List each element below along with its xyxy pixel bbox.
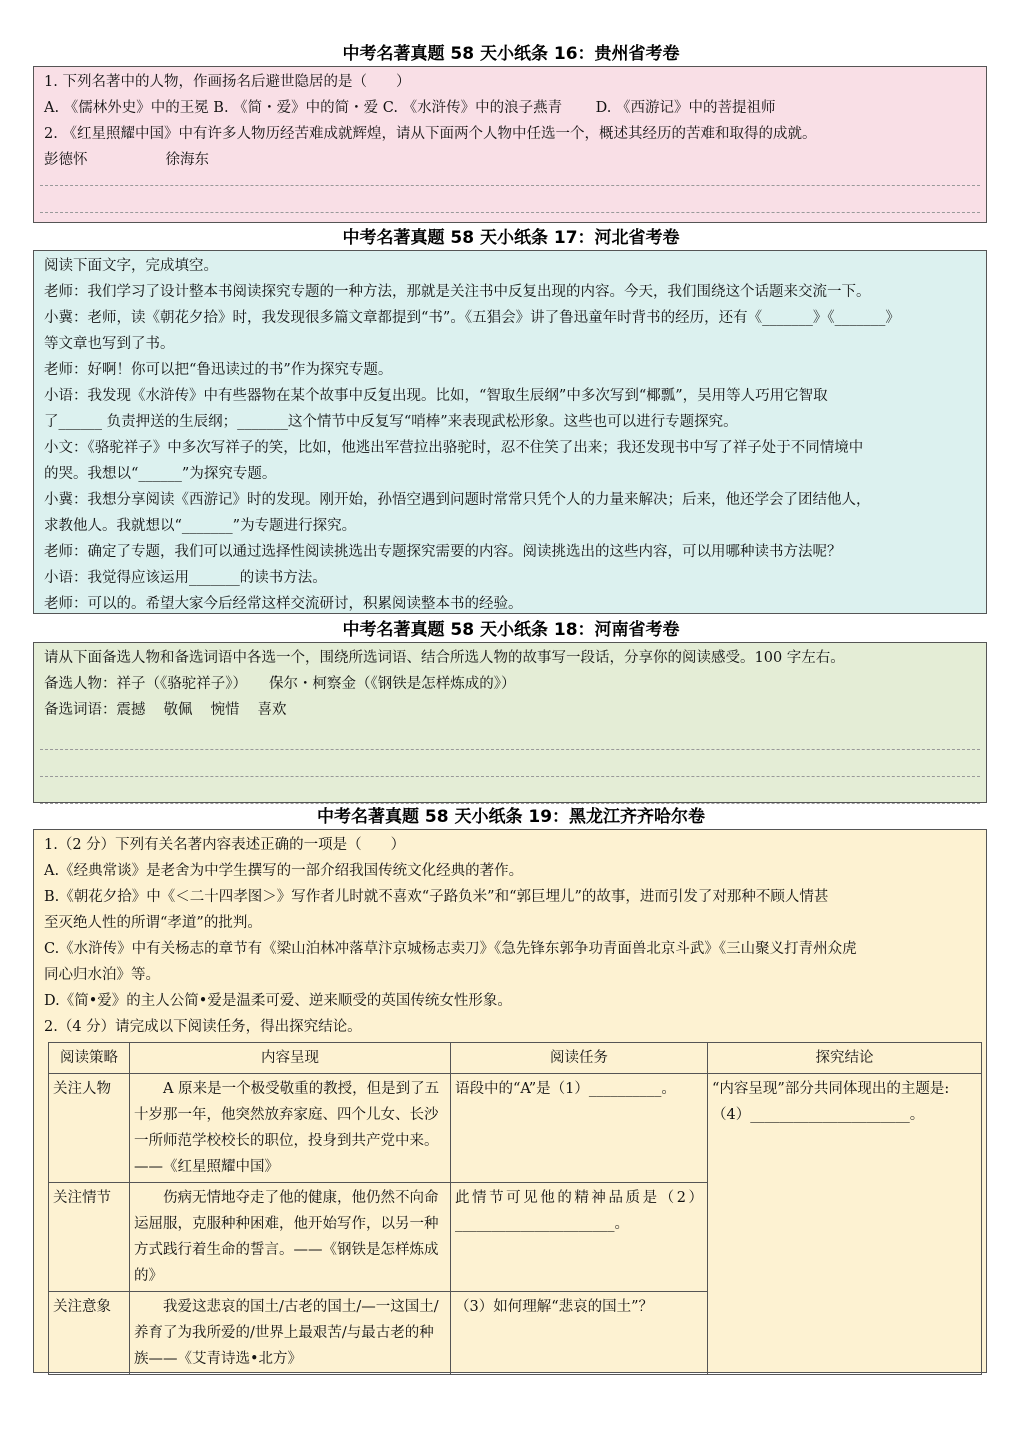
answer-line: [40, 186, 980, 213]
s17-line: 老师：确定了专题，我们可以通过选择性阅读挑选出专题探究需要的内容。阅读挑选出的这些内容，可以用哪种读书方法呢？: [44, 544, 842, 560]
section18-box: [33, 642, 987, 803]
table-cell-task: 此情节可见他的精神品质是（2）______________________。: [451, 1183, 708, 1292]
table-row: [49, 1074, 982, 1183]
table-header: 探究结论: [708, 1043, 982, 1074]
table-cell-strategy: 关注人物: [49, 1074, 130, 1183]
s19-line: 同心归水泊》等。: [44, 967, 160, 983]
table-cell-content: A 原来是一个极受敬重的教授，但是到了五十岁那一年，他突然放弃家庭、四个儿女、长沙一所师范学校校长的职位，投身到共产党中来。——《红星照耀中国》: [130, 1074, 451, 1183]
s19-line: 2.（4 分）请完成以下阅读任务，得出探究结论。: [44, 1019, 362, 1035]
reading-task-table: [48, 1042, 982, 1375]
s16-person1: 彭德怀: [44, 152, 88, 168]
s17-line: 老师：我们学习了设计整本书阅读探究专题的一种方法，那就是关注书中反复出现的内容。今天，我们围绕这个话题来交流一下。: [44, 284, 871, 300]
s18-people-label: 备选人物：: [44, 676, 117, 692]
table-cell-conclusion: “内容呈现”部分共同体现出的主题是:（4）______________________。: [708, 1074, 982, 1375]
s18-prompt-a: 请从下面备选人物和备选词语中: [44, 650, 247, 666]
s17-line: 等文章也写到了书。: [44, 336, 175, 352]
s18-word: 惋惜: [210, 702, 240, 718]
s17-line: 小文：《骆驼祥子》中多次写祥子的笑，比如，他逃出军营拉出骆驼时，忍不住笑了出来；我还发现书中写了祥子处于不同情境中: [44, 440, 864, 456]
section17-box: [33, 250, 987, 614]
s17-line: 小语：我觉得应该运用_______的读书方法。: [44, 570, 327, 586]
s16-people: [44, 147, 976, 173]
s18-words: [44, 697, 976, 723]
table-cell-content: 伤病无情地夺走了他的健康，他仍然不向命运屈服，克服种种困难，他开始写作，以另一种方式践行着生命的誓言。——《钢铁是怎样炼成的》: [130, 1183, 451, 1292]
s17-line: 小冀：我想分享阅读《西游记》时的发现。刚开始，孙悟空遇到问题时常常只凭个人的力量来解决；后来，他还学会了团结他人，: [44, 492, 871, 508]
s16-options: A. 《儒林外史》中的王冕 B. 《简・爱》中的简・爱 C. 《水浒传》中的浪子燕青 D. 《西游记》中的菩提祖师: [44, 100, 776, 116]
s17-line: 求教他人。我就想以“_______”为专题进行探究。: [44, 518, 357, 534]
s18-words-label: 备选词语：: [44, 702, 117, 718]
s17-line: 了______ 负责押送的生辰纲；_______这个情节中反复写“哨棒”来表现武松形象。这些也可以进行专题探究。: [44, 414, 738, 430]
s18-person2: 保尔・柯察金（《钢铁是怎样炼成的》）: [269, 676, 516, 692]
s18-person1: 祥子（《骆驼祥子》）: [116, 676, 247, 692]
s17-line: 老师：可以的。希望大家今后经常这样交流研讨，积累阅读整本书的经验。: [44, 596, 523, 612]
answer-line: [40, 777, 980, 804]
s17-line: 老师：好啊！你可以把“鲁迅读过的书”作为探究专题。: [44, 362, 393, 378]
section19-title: 中考名著真题 58 天小纸条 19：黑龙江齐齐哈尔卷: [316, 807, 706, 827]
s19-line: B.《朝花夕拾》中《＜二十四孝图＞》写作者儿时就不喜欢“子路负米”和“郭巨埋儿”的故事，进而引发了对那种不顾人情甚: [44, 889, 829, 905]
s19-line: 1.（2 分）下列有关名著内容表述正确的一项是（ ）: [44, 837, 406, 853]
s16-question1: 1. 下列名著中的人物，作画扬名后避世隐居的是（ ）: [44, 74, 411, 90]
section17-title: 中考名著真题 58 天小纸条 17：河北省考卷: [342, 228, 680, 248]
s19-line: A.《经典常谈》是老舍为中学生撰写的一部介绍我国传统文化经典的著作。: [44, 863, 524, 879]
table-header: 内容呈现: [130, 1043, 451, 1074]
s19-line: D.《简•爱》的主人公简•爱是温柔可爱、逆来顺受的英国传统女性形象。: [44, 993, 512, 1009]
s18-people: [44, 671, 976, 697]
table-cell-task: 语段中的“A”是（1）__________。: [451, 1074, 708, 1183]
answer-line: [40, 750, 980, 777]
s17-line: 阅读下面文字，完成填空。: [44, 258, 218, 274]
s17-line: 的哭。我想以“______”为探究专题。: [44, 466, 277, 482]
s17-line: 小语：我发现《水浒传》中有些器物在某个故事中反复出现。比如，“智取生辰纲”中多次写到“椰瓢”，吴用等人巧用它智取: [44, 388, 828, 404]
s18-prompt: [44, 645, 976, 671]
s18-prompt-b: ，围绕所选词语、结合所选人物的故事写一段话，分享你的阅读感受。100 字左右。: [305, 650, 845, 666]
section16-box: [33, 66, 987, 223]
section19-box: [33, 829, 987, 1373]
table-cell-task: （3）如何理解“悲哀的国土”？: [451, 1292, 708, 1375]
answer-line: [40, 173, 980, 186]
table-cell-strategy: 关注情节: [49, 1183, 130, 1292]
s16-question2: 2. 《红星照耀中国》中有许多人物历经苦难成就辉煌，请从下面两个人物中任选一个，概述其经历的苦难和取得的成就。: [44, 126, 817, 142]
table-cell-strategy: 关注意象: [49, 1292, 130, 1375]
s17-line: 小冀：老师，读《朝花夕拾》时，我发现很多篇文章都提到“书”。《五猖会》讲了鲁迅童年时背书的经历，还有《_______》《_______》: [44, 310, 900, 326]
answer-line: [40, 723, 980, 750]
section18-title: 中考名著真题 58 天小纸条 18：河南省考卷: [342, 620, 680, 640]
table-header: 阅读策略: [49, 1043, 130, 1074]
s18-word: 震撼: [116, 702, 146, 718]
s18-word: 敬佩: [163, 702, 193, 718]
s19-line: C.《水浒传》中有关杨志的章节有《梁山泊林冲落草汴京城杨志卖刀》《急先锋东郭争功青面兽北京斗武》《三山聚义打青州众虎: [44, 941, 857, 957]
s18-word: 喜欢: [257, 702, 287, 718]
table-header: 阅读任务: [451, 1043, 708, 1074]
s19-line: 至灭绝人性的所谓“孝道”的批判。: [44, 915, 262, 931]
s16-person2: 徐海东: [165, 152, 209, 168]
section16-title: 中考名著真题 58 天小纸条 16：贵州省考卷: [342, 44, 680, 64]
s18-prompt-emphasis: 各选一个: [247, 650, 305, 666]
table-cell-content: 我爱这悲哀的国土/古老的国土/—一这国土/养育了为我所爱的/世界上最艰苦/与最古老的种族——《艾青诗选•北方》: [130, 1292, 451, 1375]
table-header-row: [49, 1043, 982, 1074]
